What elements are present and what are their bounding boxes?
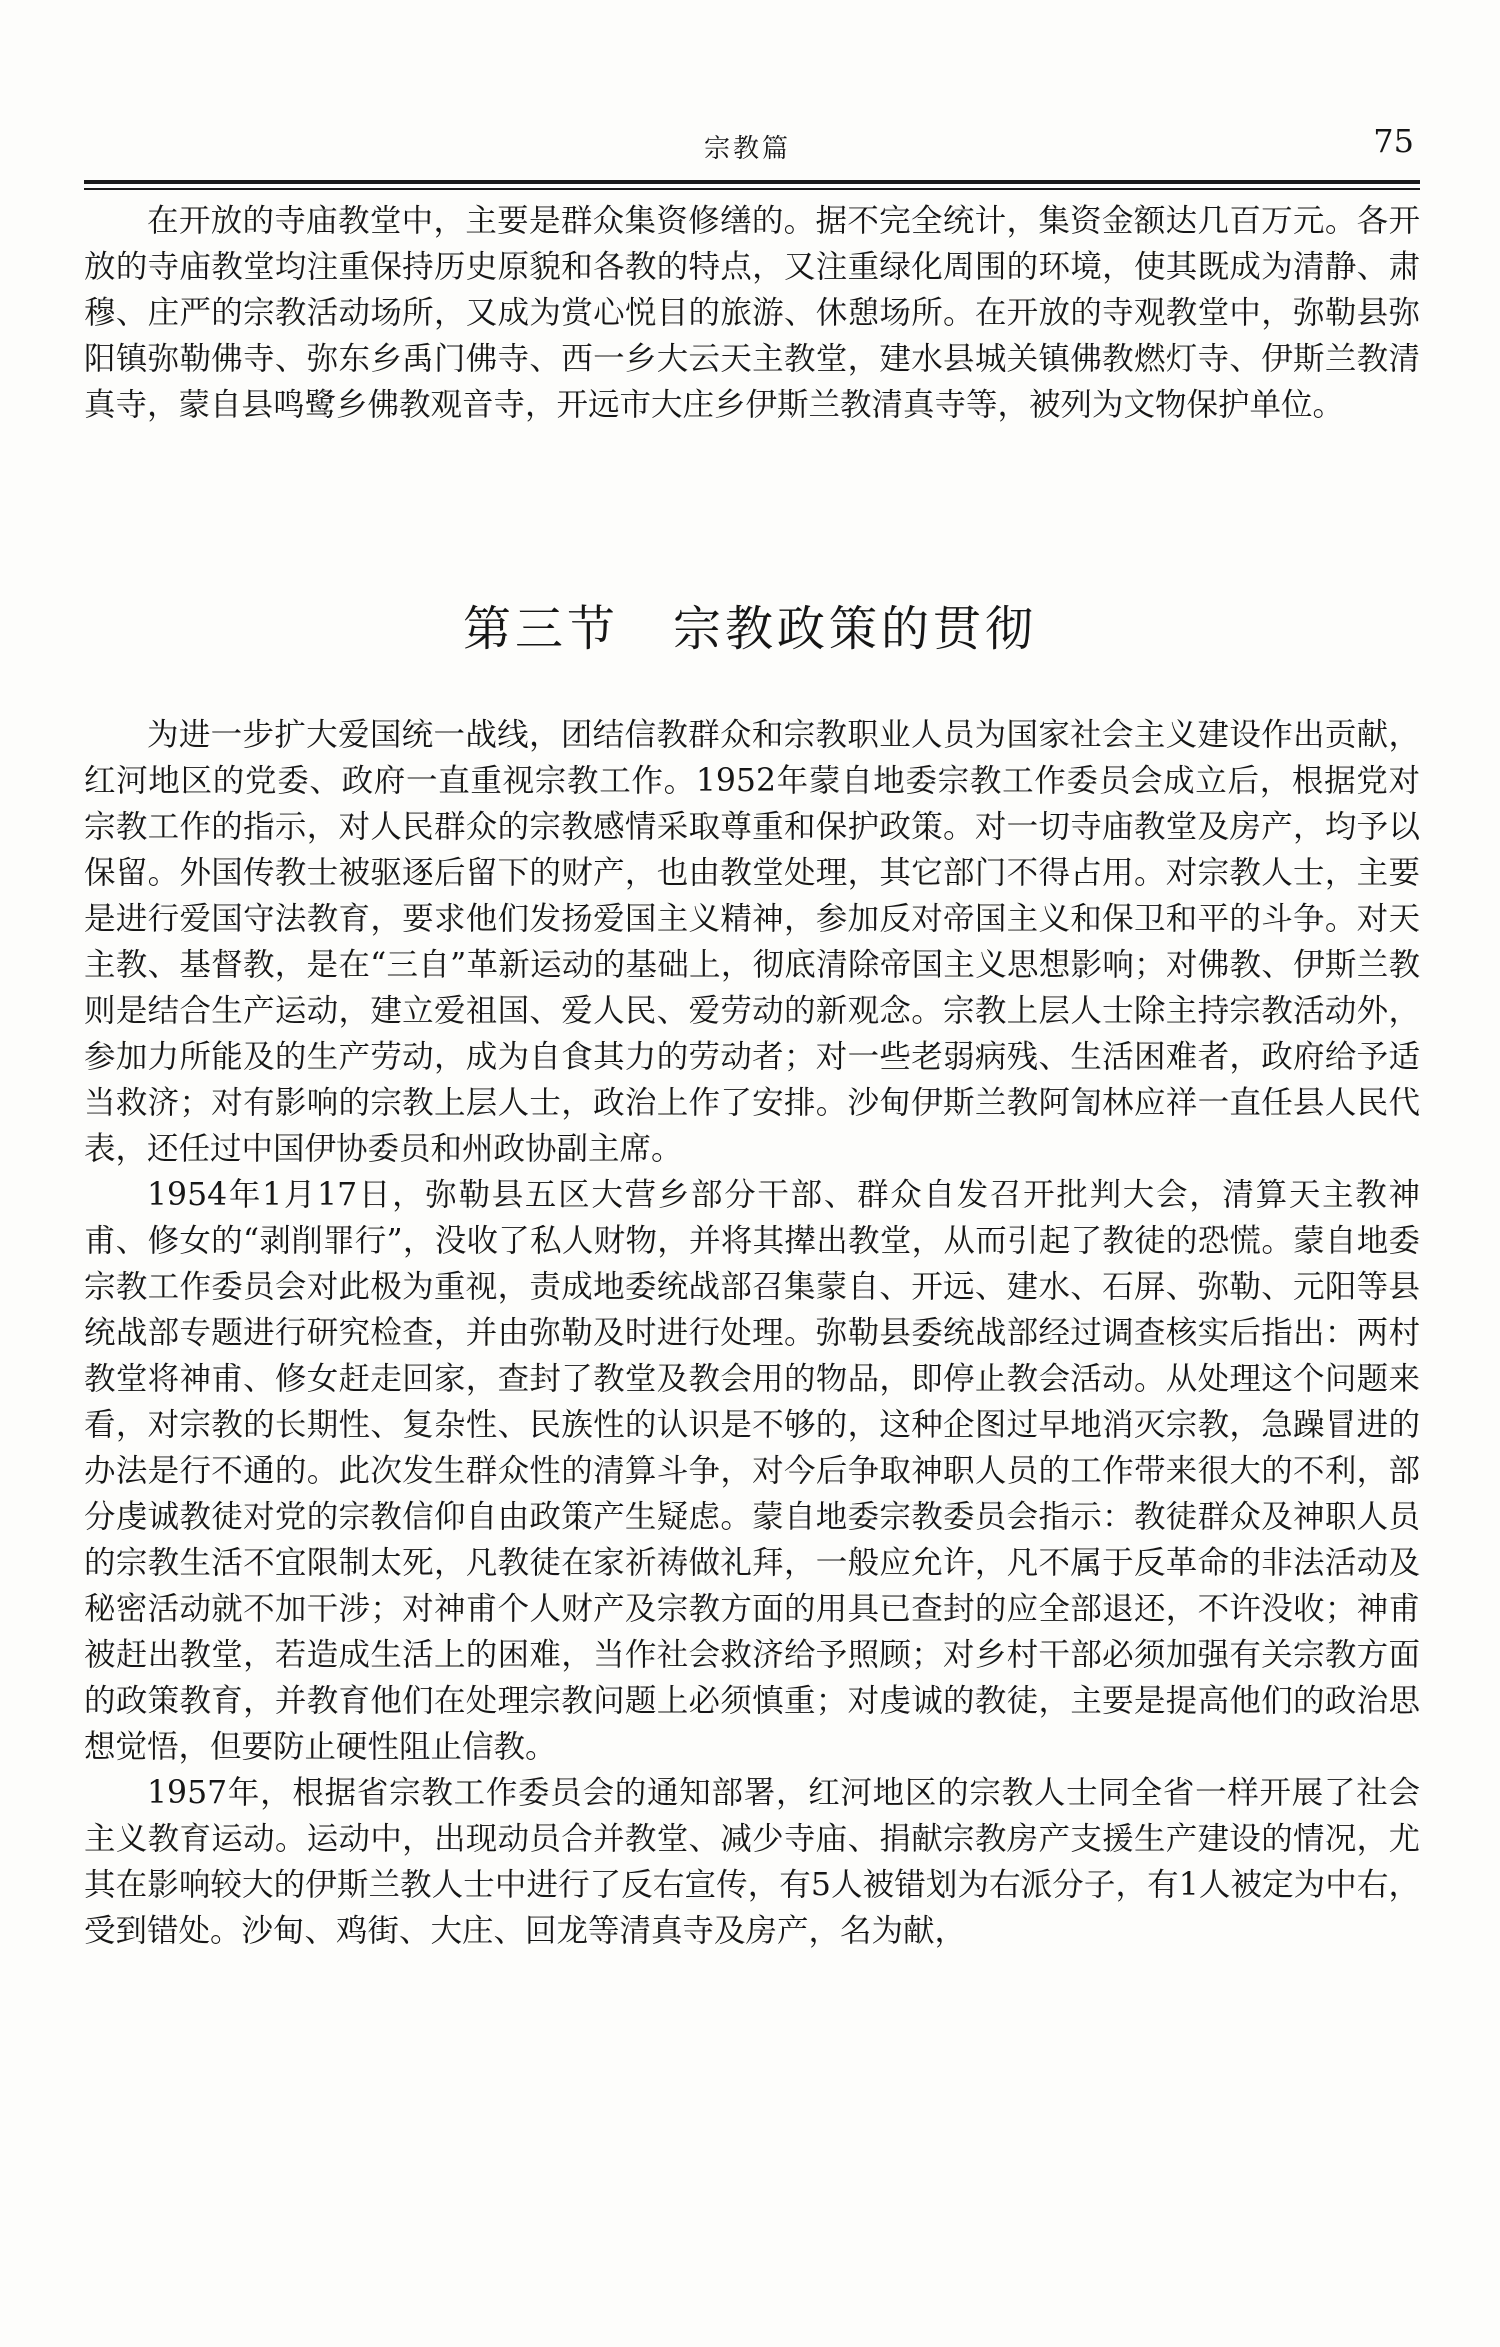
running-header bbox=[84, 122, 1414, 172]
paragraph: 1957年，根据省宗教工作委员会的通知部署，红河地区的宗教人士同全省一样开展了社会主义教育运动。运动中，出现动员合并教堂、减少寺庙、捐献宗教房产支援生产建设的情况，尤其在影响较大的伊斯兰教人士中进行了反右宣传，有5人被错划为右派分子，有1人被定为中右，受到错处。沙甸、鸡街、大庄、回龙等清真寺及房产，名为献， bbox=[84, 1775, 1420, 1949]
continued-text-block bbox=[84, 198, 1420, 428]
section-title: 宗教政策的贯彻 bbox=[673, 601, 1038, 657]
continued-paragraph: 在开放的寺庙教堂中，主要是群众集资修缮的。据不完全统计，集资金额达几百万元。各开放的寺庙教堂均注重保持历史原貌和各教的特点，又注重绿化周围的环境，使其既成为清静、肃穆、庄严的宗教活动场所，又成为赏心悦目的旅游、休憩场所。在开放的寺观教堂中，弥勒县弥阳镇弥勒佛寺、弥东乡禹门佛寺、西一乡大云天主教堂，建水县城关镇佛教燃灯寺、伊斯兰教清真寺，蒙自县鸣鹭乡佛教观音寺，开远市大庄乡伊斯兰教清真寺等，被列为文物保护单位。 bbox=[84, 203, 1420, 423]
section-number: 第三节 bbox=[462, 601, 619, 657]
section-heading bbox=[0, 590, 1500, 659]
header-rule-thin bbox=[84, 188, 1420, 190]
paragraph: 为进一步扩大爱国统一战线，团结信教群众和宗教职业人员为国家社会主义建设作出贡献，红河地区的党委、政府一直重视宗教工作。1952年蒙自地委宗教工作委员会成立后，根据党对宗教工作的指示，对人民群众的宗教感情采取尊重和保护政策。对一切寺庙教堂及房产，均予以保留。外国传教士被驱逐后留下的财产，也由教堂处理，其它部门不得占用。对宗教人士，主要是进行爱国守法教育，要求他们发扬爱国主义精神，参加反对帝国主义和保卫和平的斗争。对天主教、基督教，是在“三自”革新运动的基础上，彻底清除帝国主义思想影响；对佛教、伊斯兰教则是结合生产运动，建立爱祖国、爱人民、爱劳动的新观念。宗教上层人士除主持宗教活动外，参加力所能及的生产劳动，成为自食其力的劳动者；对一些老弱病残、生活困难者，政府给予适当救济；对有影响的宗教上层人士，政治上作了安排。沙甸伊斯兰教阿訇林应祥一直任县人民代表，还任过中国伊协委员和州政协副主席。 bbox=[84, 717, 1420, 1167]
header-title: 宗教篇 bbox=[704, 134, 792, 164]
page-number: 75 bbox=[1373, 122, 1414, 160]
paragraph: 1954年1月17日，弥勒县五区大营乡部分干部、群众自发召开批判大会，清算天主教神甫、修女的“剥削罪行”，没收了私人财物，并将其撵出教堂，从而引起了教徒的恐慌。蒙自地委宗教工作委员会对此极为重视，责成地委统战部召集蒙自、开远、建水、石屏、弥勒、元阳等县统战部专题进行研究检查，并由弥勒及时进行处理。弥勒县委统战部经过调查核实后指出：两村教堂将神甫、修女赶走回家，查封了教堂及教会用的物品，即停止教会活动。从处理这个问题来看，对宗教的长期性、复杂性、民族性的认识是不够的，这种企图过早地消灭宗教，急躁冒进的办法是行不通的。此次发生群众性的清算斗争，对今后争取神职人员的工作带来很大的不利，部分虔诚教徒对党的宗教信仰自由政策产生疑虑。蒙自地委宗教委员会指示：教徒群众及神职人员的宗教生活不宜限制太死，凡教徒在家祈祷做礼拜，一般应允许，凡不属于反革命的非法活动及秘密活动就不加干涉；对神甫个人财产及宗教方面的用具已查封的应全部退还，不许没收；神甫被赶出教堂，若造成生活上的困难，当作社会救济给予照顾；对乡村干部必须加强有关宗教方面的政策教育，并教育他们在处理宗教问题上必须慎重；对虔诚的教徒，主要是提高他们的政治思想觉悟，但要防止硬性阻止信教。 bbox=[84, 1177, 1420, 1765]
section-body bbox=[84, 712, 1420, 1954]
header-rule-thick bbox=[84, 180, 1420, 184]
